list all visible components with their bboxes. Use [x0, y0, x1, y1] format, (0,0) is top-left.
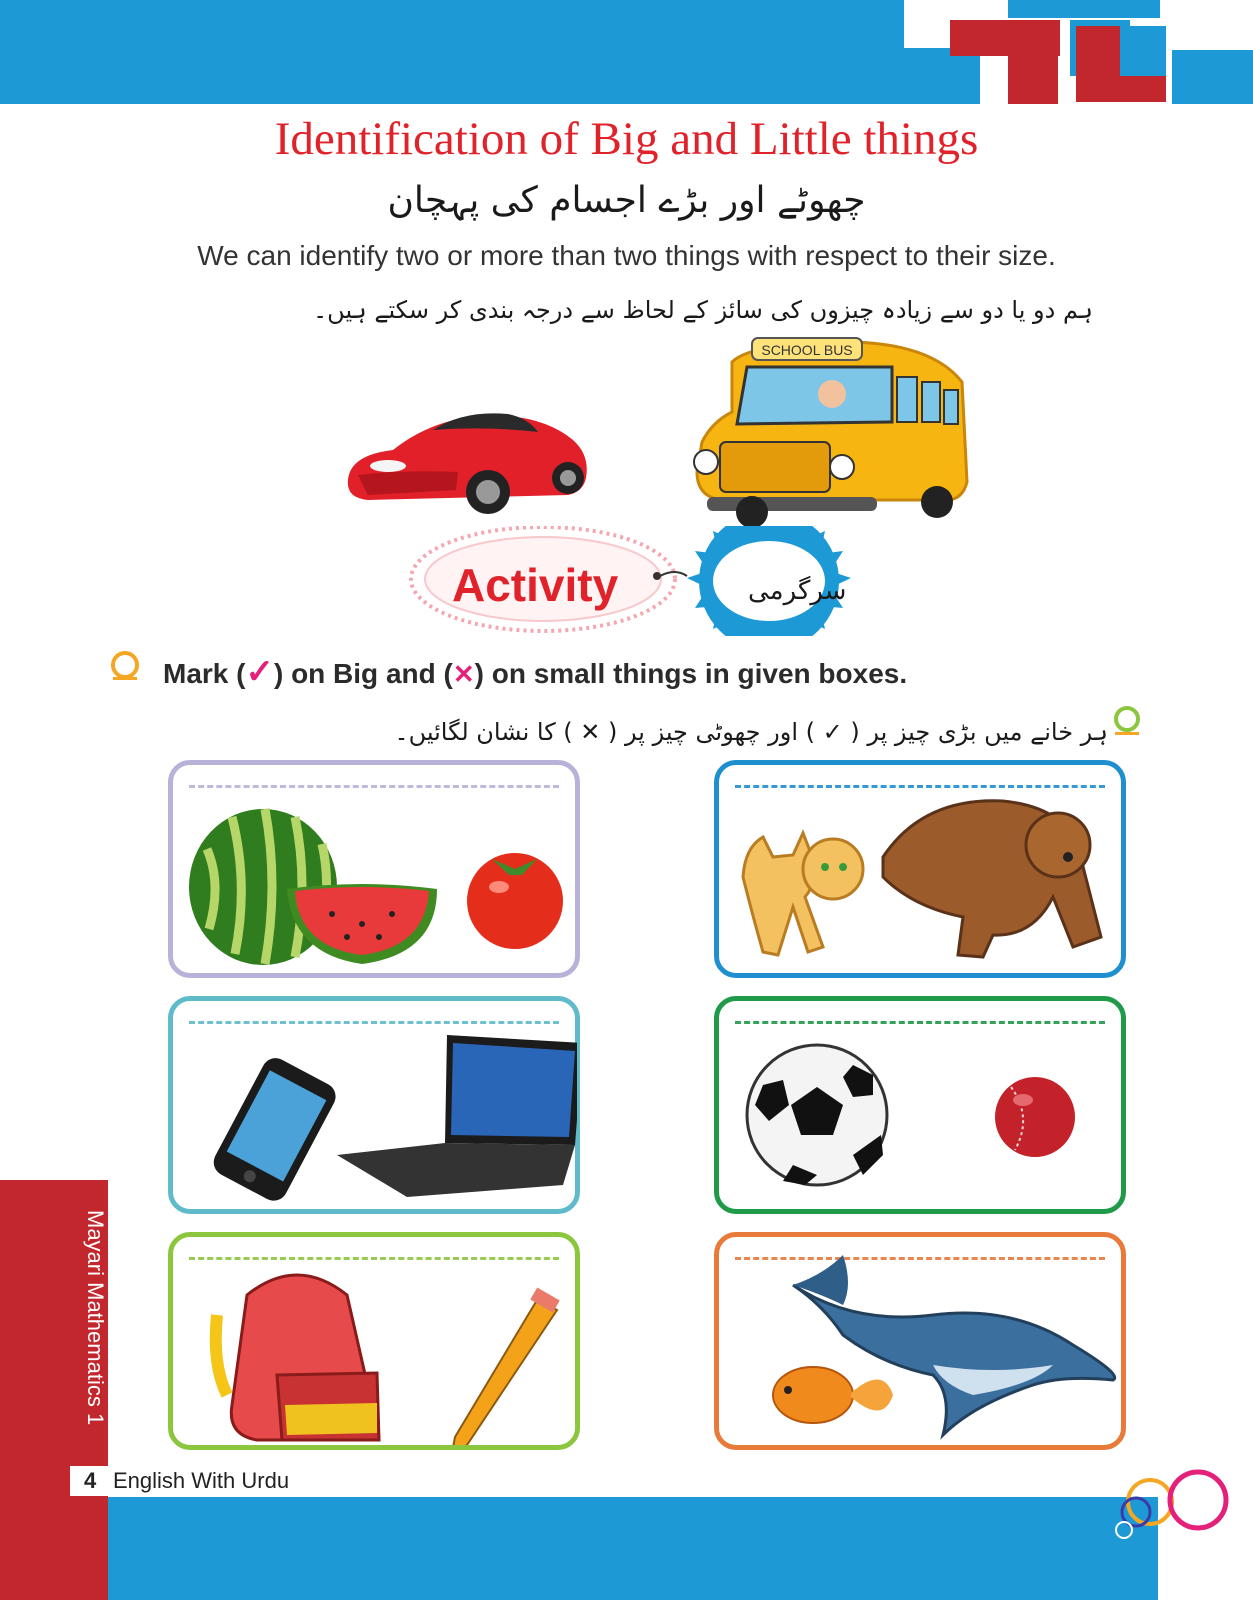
goldfish-and-dolphin-illustration	[733, 1245, 1123, 1445]
activity-label: Activity	[452, 559, 619, 611]
page-number: 4	[84, 1468, 97, 1493]
bus-sign: SCHOOL BUS	[761, 342, 853, 358]
tick-mark-icon: ✓	[245, 653, 274, 691]
footer-label: English With Urdu	[113, 1468, 290, 1493]
intro-text: We can identify two or more than two things with respect to their size.	[197, 240, 1056, 271]
red-car-illustration	[338, 400, 593, 520]
instruction-mid: ) on Big and (	[273, 658, 453, 689]
cross-mark-icon: ✕	[452, 659, 475, 689]
activity-box-goldfish-dolphin[interactable]	[714, 1232, 1126, 1450]
activity-label-urdu: سرگرمی	[748, 576, 847, 606]
decorative-rings-icon	[1110, 1460, 1253, 1580]
side-band	[0, 1180, 70, 1600]
instruction-pre: Mark (	[163, 658, 246, 689]
footer-band	[108, 1497, 1158, 1600]
bullet-ring-icon	[108, 648, 142, 682]
cat-and-bear-illustration	[733, 787, 1113, 967]
instruction-post: ) on small things in given boxes.	[474, 658, 908, 689]
activity-box-cat-bear[interactable]	[714, 760, 1126, 978]
watermelon-and-tomato-illustration	[187, 789, 567, 969]
activity-box-phone-laptop[interactable]	[168, 996, 580, 1214]
header-band	[0, 0, 904, 104]
page-title-urdu: چھوٹے اور بڑے اجسام کی پہچان	[387, 180, 866, 221]
intro-text-urdu: ہم دو یا دو سے زیادہ چیزوں کی سائز کے لحاظ سے درجہ بندی کر سکتے ہیں۔	[313, 296, 1093, 324]
instruction-text-urdu: ہر خانے میں بڑی چیز پر ( ✓ ) اور چھوٹی چیز پر ( ✕ ) کا نشان لگائیں۔	[394, 718, 1108, 746]
activity-box-bag-pencil[interactable]	[168, 1232, 580, 1450]
header-decor	[890, 0, 1253, 104]
bullet-ring-icon-urdu	[1110, 704, 1144, 738]
activity-box-football-cricketball[interactable]	[714, 996, 1126, 1214]
activity-box-watermelon-tomato[interactable]	[168, 760, 580, 978]
school-bag-and-pencil-illustration	[187, 1255, 577, 1445]
school-bus-illustration	[692, 332, 977, 532]
phone-and-laptop-illustration	[187, 1025, 577, 1205]
page-title: Identification of Big and Little things	[274, 113, 979, 165]
instruction-text	[163, 652, 907, 692]
football-and-cricket-ball-illustration	[733, 1025, 1113, 1205]
side-book-title: Mayari Mathematics 1	[83, 1210, 108, 1426]
